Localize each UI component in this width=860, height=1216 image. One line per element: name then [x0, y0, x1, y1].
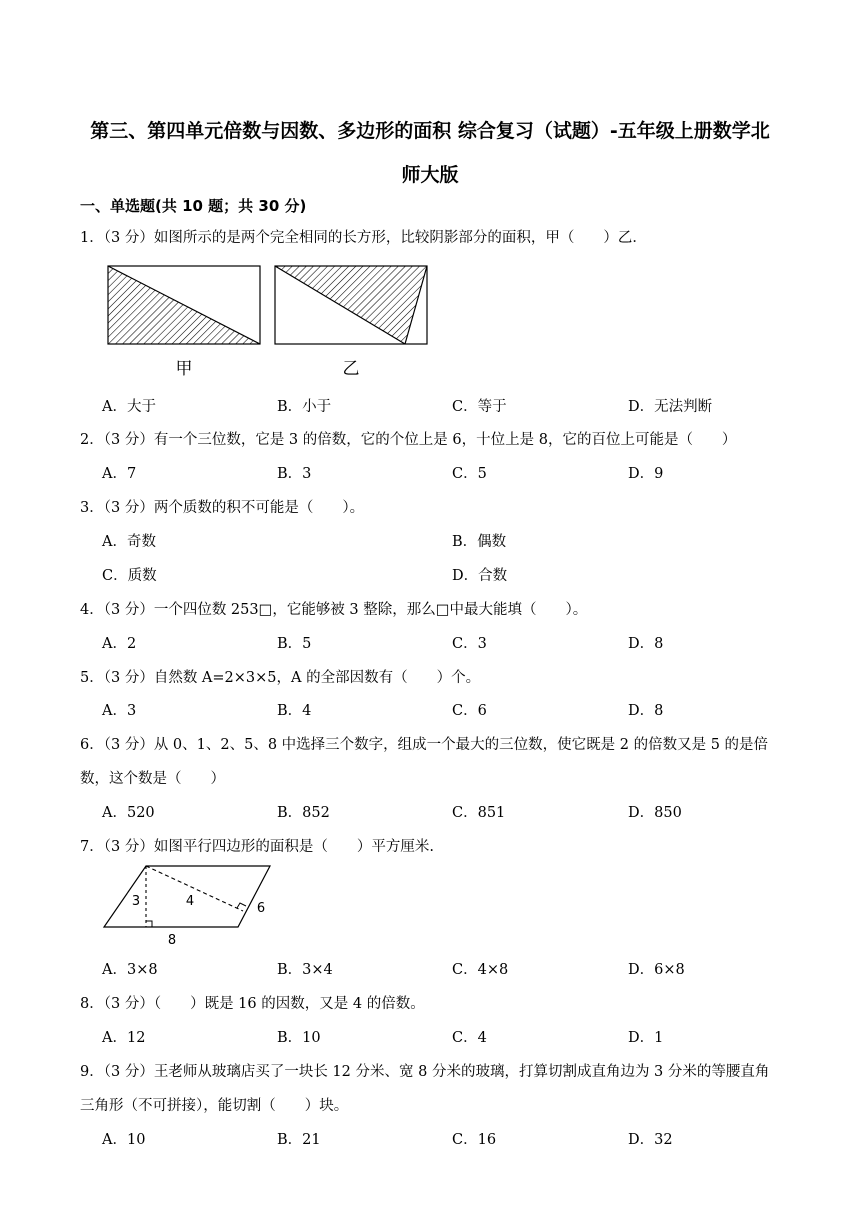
q6-option-b[interactable]: B．852 [277, 805, 330, 821]
q9-option-d[interactable]: D．32 [628, 1132, 673, 1148]
q5-option-b[interactable]: B．4 [277, 703, 312, 719]
q3-option-a[interactable]: A．奇数 [102, 534, 156, 550]
q8-option-c[interactable]: C．4 [452, 1030, 487, 1046]
q6-option-d[interactable]: D．850 [628, 805, 682, 821]
question-score: （3 分） [103, 230, 154, 246]
q7-option-a[interactable]: A．3×8 [102, 962, 158, 978]
section-heading: 一、单选题(共 10 题；共 30 分) [80, 197, 307, 215]
q4-option-d[interactable]: D．8 [628, 636, 664, 652]
figure-label-yi: 乙 [342, 359, 360, 379]
q9-option-c[interactable]: C．16 [452, 1132, 497, 1148]
label-base-8: 8 [167, 933, 177, 948]
question-score: （3 分） [103, 432, 154, 448]
q5-option-a[interactable]: A．3 [102, 703, 137, 719]
q2-option-b[interactable]: B．3 [277, 466, 312, 482]
question-9 [80, 1060, 769, 1081]
q3-option-b[interactable]: B．偶数 [452, 534, 507, 550]
q7-option-d[interactable]: D．6×8 [628, 962, 685, 978]
q4-option-b[interactable]: B．5 [277, 636, 312, 652]
document-title-line-2: 师大版 [401, 164, 459, 186]
question-7 [80, 835, 434, 856]
question-text: 自然数 A=2×3×5，A 的全部因数有（ ）个。 [153, 670, 481, 686]
question-text: 王老师从玻璃店买了一块长 12 分米、宽 8 分米的玻璃，打算切割成直角边为 3 分米的等腰直角 [153, 1064, 770, 1080]
figure-parallelogram [98, 860, 288, 950]
document-title-line-1: 第三、第四单元倍数与因数、多边形的面积 综合复习（试题）-五年级上册数学北 [90, 120, 770, 142]
question-9-continued: 三角形（不可拼接），能切割（ ）块。 [80, 1098, 349, 1114]
label-height-4: 4 [185, 894, 195, 909]
question-number: 9． [80, 1064, 104, 1080]
question-6-continued: 数，这个数是（ ） [80, 771, 225, 787]
figure-label-jia: 甲 [175, 359, 193, 379]
question-text: 有一个三位数，它是 3 的倍数，它的个位上是 6，十位上是 8，它的百位上可能是（ ） [153, 432, 737, 448]
question-6 [80, 733, 768, 754]
q2-option-c[interactable]: C．5 [452, 466, 487, 482]
question-4 [80, 598, 587, 619]
q1-option-d[interactable]: D．无法判断 [628, 399, 713, 415]
question-text: 一个四位数 253□，它能够被 3 整除，那么□中最大能填（ ）。 [153, 602, 588, 618]
question-1 [80, 226, 647, 247]
question-number: 5． [80, 670, 104, 686]
figure-rectangles [100, 260, 440, 385]
question-3 [80, 496, 364, 517]
q6-option-c[interactable]: C．851 [452, 805, 506, 821]
q7-option-b[interactable]: B．3×4 [277, 962, 333, 978]
question-score: （3 分） [103, 839, 154, 855]
question-text: 如图平行四边形的面积是（ ）平方厘米. [153, 839, 434, 855]
question-number: 4． [80, 602, 104, 618]
q2-option-d[interactable]: D．9 [628, 466, 664, 482]
question-score: （3 分） [103, 737, 154, 753]
question-number: 3． [80, 500, 104, 516]
question-number: 2． [80, 432, 104, 448]
q3-option-d[interactable]: D．合数 [452, 568, 508, 584]
question-text: 从 0、1、2、5、8 中选择三个数字，组成一个最大的三位数，使它既是 2 的倍数又是 5 的是倍 [153, 737, 769, 753]
q8-option-d[interactable]: D．1 [628, 1030, 664, 1046]
rectangle-jia [108, 266, 260, 344]
q1-option-b[interactable]: B．小于 [277, 399, 332, 415]
question-number: 8． [80, 996, 104, 1012]
q1-option-a[interactable]: A．大于 [102, 399, 156, 415]
question-score: （3 分） [103, 500, 154, 516]
q7-option-c[interactable]: C．4×8 [452, 962, 509, 978]
question-number: 7． [80, 839, 104, 855]
question-text: 如图所示的是两个完全相同的长方形，比较阴影部分的面积，甲（ ）乙． [153, 230, 647, 246]
q9-option-b[interactable]: B．21 [277, 1132, 321, 1148]
q8-option-b[interactable]: B．10 [277, 1030, 321, 1046]
question-score: （3 分） [103, 1064, 154, 1080]
q8-option-a[interactable]: A．12 [102, 1030, 146, 1046]
question-number: 6． [80, 737, 104, 753]
q2-option-a[interactable]: A．7 [102, 466, 137, 482]
question-text: 两个质数的积不可能是（ ）。 [153, 500, 365, 516]
question-5 [80, 666, 480, 687]
label-height-3: 3 [131, 894, 141, 909]
q9-option-a[interactable]: A．10 [102, 1132, 146, 1148]
q4-option-a[interactable]: A．2 [102, 636, 137, 652]
q5-option-d[interactable]: D．8 [628, 703, 664, 719]
q4-option-c[interactable]: C．3 [452, 636, 487, 652]
q5-option-c[interactable]: C．6 [452, 703, 487, 719]
question-8 [80, 992, 425, 1013]
question-score: （3 分） [103, 996, 154, 1012]
question-score: （3 分） [103, 602, 154, 618]
question-text: （ ）既是 16 的因数，又是 4 的倍数。 [153, 996, 425, 1012]
q1-option-c[interactable]: C．等于 [452, 399, 507, 415]
rectangle-yi [275, 266, 427, 344]
label-side-6: 6 [256, 901, 266, 916]
question-score: （3 分） [103, 670, 154, 686]
q3-option-c[interactable]: C．质数 [102, 568, 157, 584]
q6-option-a[interactable]: A．520 [102, 805, 155, 821]
question-number: 1． [80, 230, 104, 246]
question-2 [80, 428, 736, 449]
